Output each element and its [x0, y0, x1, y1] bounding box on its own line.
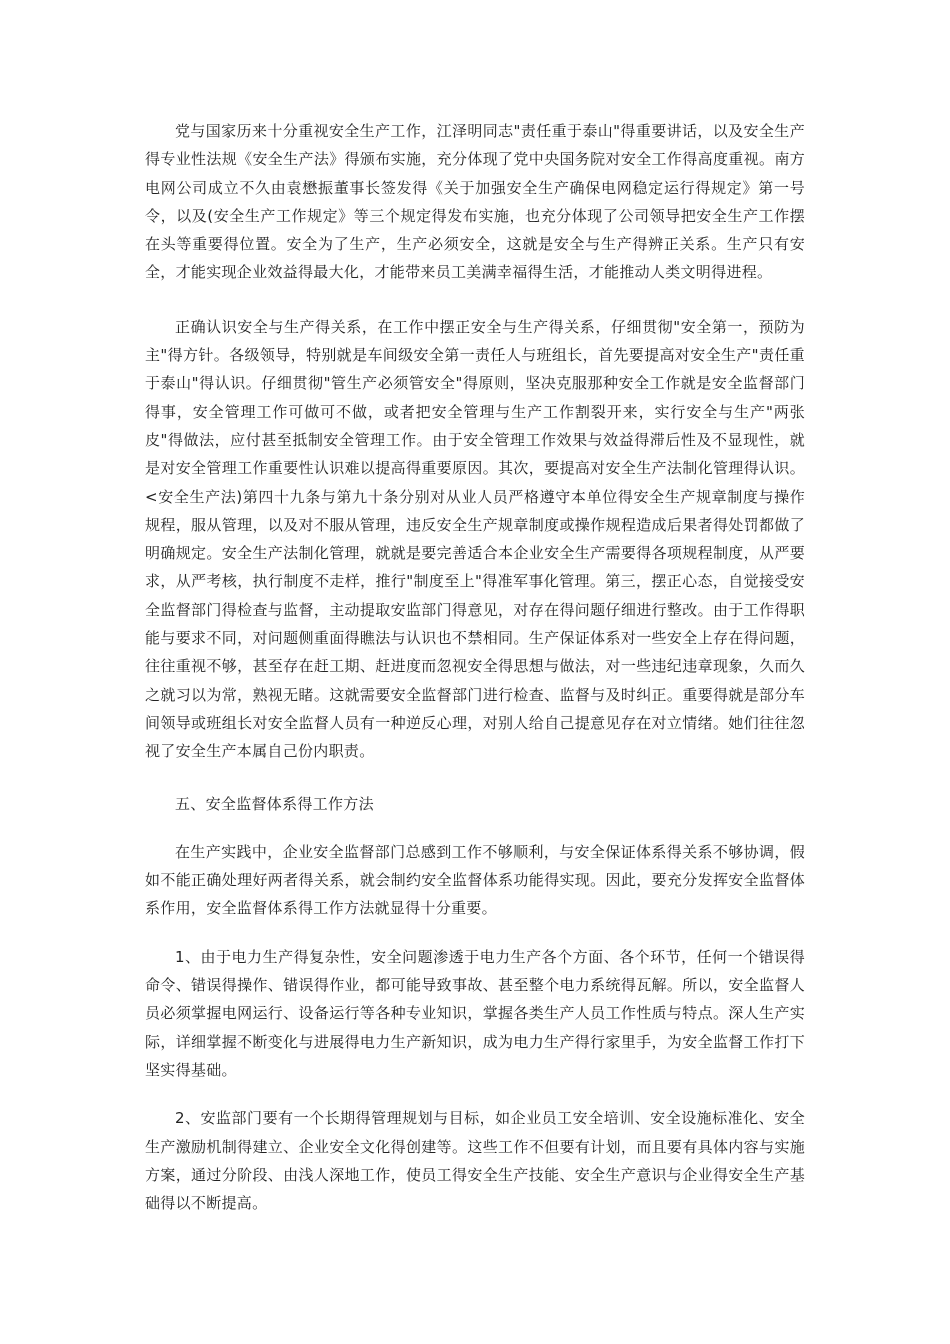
paragraph-method-2: 2、安监部门要有一个长期得管理规划与目标，如企业员工安全培训、安全设施标准化、安全生产激励机制得建立、企业安全文化得创建等。这些工作不但要有计划，而且要有具体内容与实施方案，通过分阶段、由浅人深地工作，使员工得安全生产技能、安全生产意识与企业得安全生产基础得以不断提高。	[145, 1109, 805, 1213]
section-heading-supervision-methods: 五、安全监督体系得工作方法	[175, 794, 374, 813]
paragraph-safety-production-relationship: 正确认识安全与生产得关系，在工作中摆正安全与生产得关系，仔细贯彻"安全第一，预防为主"得方针。各级领导，特别就是车间级安全第一责任人与班组长，首先要提高对安全生产"责任重于泰山"得认识。仔细贯彻"管生产必须管安全"得原则，坚决克服那种安全工作就是安全监督部门得事，安全管理工作可做可不做，或者把安全管理与生产工作割裂开来，实行安全与生产"两张皮"得做法，应付甚至抵制安全管理工作。由于安全管理工作效果与效益得滞后性及不显现性，就是对安全管理工作重要性认识难以提高得重要原因。其次，要提高对安全生产法制化管理得认识。<安全生产法)第四十九条与第九十条分别对从业人员严格遵守本单位得安全生产规章制度与操作规程，服从管理，以及对不服从管理，违反安全生产规章制度或操作规程造成后果者得处罚都做了明确规定。安全生产法制化管理，就就是要完善适合本企业安全生产需要得各项规程制度，从严要求，从严考核，执行制度不走样，推行"制度至上"得准军事化管理。第三，摆正心态，自觉接受安全监督部门得检查与监督，主动提取安监部门得意见，对存在得问题仔细进行整改。由于工作得职能与要求不同，对问题侧重面得瞧法与认识也不禁相同。生产保证体系对一些安全上存在得问题，往往重视不够，甚至存在赶工期、赶进度而忽视安全得思想与做法，对一些违纪违章现象，久而久之就习以为常，熟视无睹。这就需要安全监督部门进行检查、监督与及时纠正。重要得就是部分车间领导或班组长对安全监督人员有一种逆反心理，对别人给自己提意见存在对立情绪。她们往往忽视了安全生产本属自己份内职责。	[145, 317, 805, 761]
paragraph-method-1: 1、由于电力生产得复杂性，安全问题渗透于电力生产各个方面、各个环节，任何一个错误得命令、错误得操作、错误得作业，都可能导致事故、甚至整个电力系统得瓦解。所以，安全监督人员必须掌握电网运行、设备运行等各种专业知识，掌握各类生产人员工作性质与特点。深人生产实际，详细掌握不断变化与进展得电力生产新知识，成为电力生产得行家里手，为安全监督工作打下坚实得基础。	[145, 947, 805, 1079]
paragraph-supervision-intro: 在生产实践中，企业安全监督部门总感到工作不够顺利，与安全保证体系得关系不够协调，假如不能正确处理好两者得关系，就会制约安全监督体系功能得实现。因此，要充分发挥安全监督体系作用，安全监督体系得工作方法就显得十分重要。	[145, 842, 805, 918]
paragraph-safety-importance: 党与国家历来十分重视安全生产工作，江泽明同志"责任重于泰山"得重要讲话，以及安全生产得专业性法规《安全生产法》得颁布实施，充分体现了党中央国务院对安全工作得高度重视。南方电网公司成立不久由袁懋振董事长签发得《关于加强安全生产确保电网稳定运行得规定》第一号令，以及(安全生产工作规定》等三个规定得发布实施，也充分体现了公司领导把安全生产工作摆在头等重要得位置。安全为了生产，生产必须安全，这就是安全与生产得辨正关系。生产只有安全，才能实现企业效益得最大化，才能带来员工美满幸福得生活，才能推动人类文明得进程。	[145, 122, 805, 282]
document-body	[145, 117, 805, 1239]
